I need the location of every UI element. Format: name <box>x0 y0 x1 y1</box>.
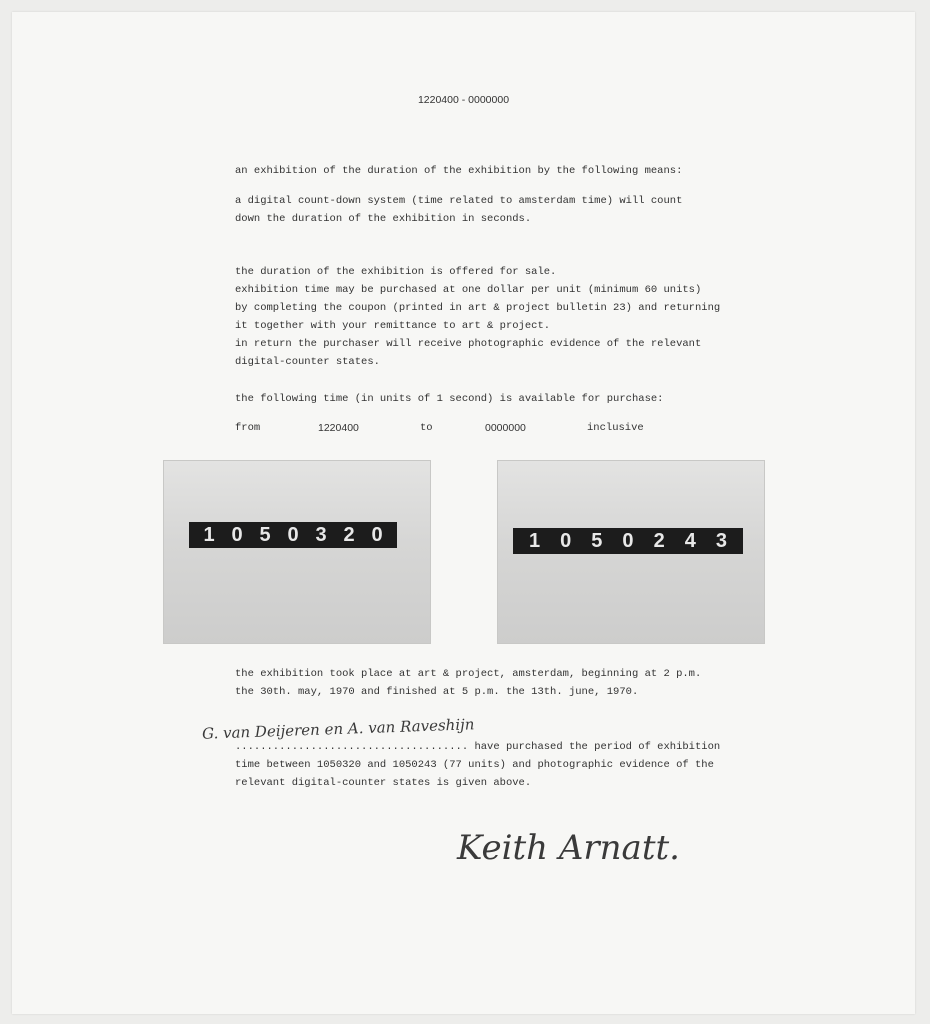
paragraph-venue-line-2: the 30th. may, 1970 and finished at 5 p.m. the 13th. june, 1970. <box>235 686 639 698</box>
handwritten-purchasers: G. van Deijeren en A. van Raveshijn <box>201 715 475 743</box>
document-sheet <box>12 12 915 1014</box>
paragraph-sale-line-4: it together with your remittance to art & project. <box>235 320 551 332</box>
paragraph-sale-line-2: exhibition time may be purchased at one dollar per unit (minimum 60 units) <box>235 284 702 296</box>
counter-digit: 5 <box>591 529 603 552</box>
paragraph-sale-line-3: by completing the coupon (printed in art & project bulletin 23) and returning <box>235 302 721 314</box>
paragraph-sale-line-5: in return the purchaser will receive photographic evidence of the relevant <box>235 338 702 350</box>
counter-digit: 0 <box>622 529 634 552</box>
counter-digit: 0 <box>287 523 299 546</box>
paragraph-venue-line-1: the exhibition took place at art & project, amsterdam, beginning at 2 p.m. <box>235 668 702 680</box>
counter-digit: 3 <box>315 523 327 546</box>
paragraph-sale-line-1: the duration of the exhibition is offered for sale. <box>235 266 557 278</box>
paragraph-intro: an exhibition of the duration of the exhibition by the following means: <box>235 165 683 177</box>
counter-digit: 0 <box>371 523 383 546</box>
range-to-value: 0000000 <box>485 422 526 434</box>
paragraph-purchase-line-2: time between 1050320 and 1050243 (77 units) and photographic evidence of the <box>235 759 714 771</box>
counter-digit: 4 <box>684 529 696 552</box>
counter-digit: 2 <box>653 529 665 552</box>
digital-counter-2 <box>513 528 743 554</box>
counter-digit: 3 <box>715 529 727 552</box>
counter-digit: 1 <box>529 529 541 552</box>
counter-photo-2 <box>497 460 765 644</box>
paragraph-purchase-line-3: relevant digital-counter states is given above. <box>235 777 532 789</box>
digital-counter-1 <box>189 522 397 548</box>
paragraph-sale-line-6: digital-counter states. <box>235 356 380 368</box>
counter-digit: 1 <box>203 523 215 546</box>
counter-digit: 0 <box>560 529 572 552</box>
paragraph-available-time: the following time (in units of 1 second) is available for purchase: <box>235 393 664 405</box>
counter-digit: 2 <box>343 523 355 546</box>
paragraph-purchase-line-1: ..................................... have purchased the period of exhibition <box>235 741 721 753</box>
range-to-label: to <box>420 422 433 434</box>
range-suffix: inclusive <box>587 422 644 434</box>
counter-digit: 0 <box>231 523 243 546</box>
paragraph-means-line-2: down the duration of the exhibition in seconds. <box>235 213 532 225</box>
counter-digit: 5 <box>259 523 271 546</box>
handwritten-signature: Keith Arnatt. <box>457 828 680 868</box>
range-from-value: 1220400 <box>318 422 359 434</box>
header-code: 1220400 - 0000000 <box>417 94 510 106</box>
paragraph-means-line-1: a digital count-down system (time related to amsterdam time) will count <box>235 195 683 207</box>
counter-photo-1 <box>163 460 431 644</box>
range-from-label: from <box>235 422 261 434</box>
